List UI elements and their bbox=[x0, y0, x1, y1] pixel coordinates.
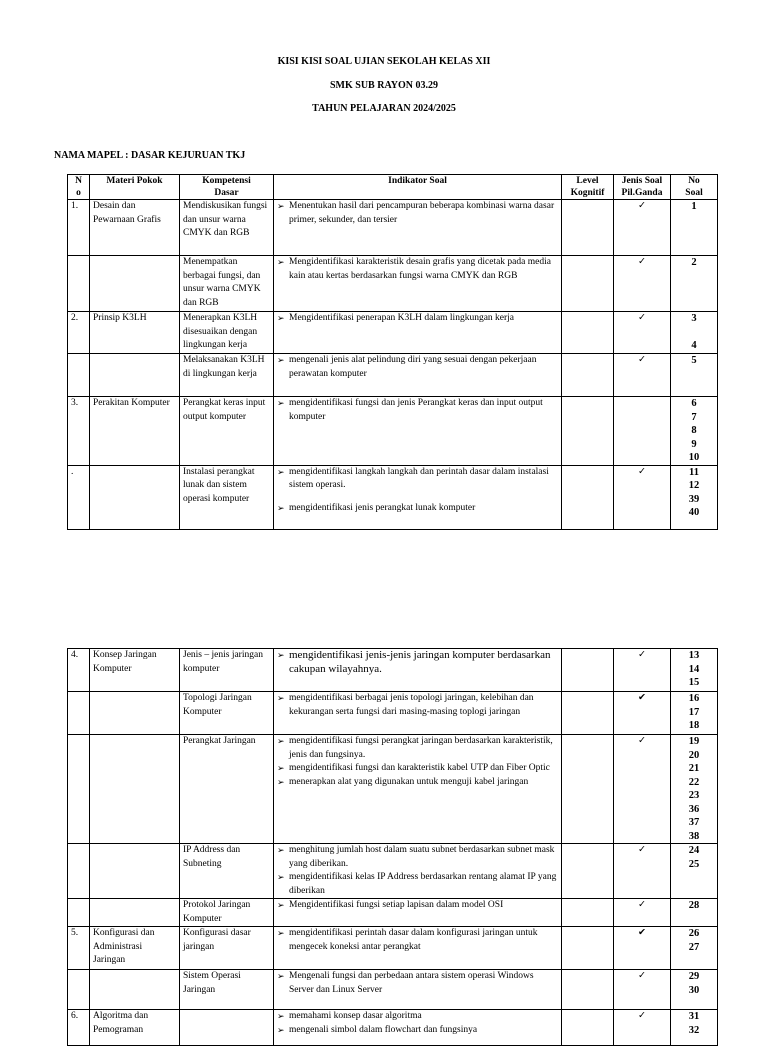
indikator-soal bbox=[274, 465, 562, 529]
table-row bbox=[68, 354, 718, 397]
level-kognitif bbox=[562, 735, 614, 844]
materi-pokok bbox=[90, 692, 180, 735]
jenis-soal bbox=[614, 200, 671, 256]
materi-pokok bbox=[90, 899, 180, 927]
row-number bbox=[68, 899, 90, 927]
check-mark-icon: ✓ bbox=[638, 313, 646, 323]
level-kognitif bbox=[562, 397, 614, 466]
table-row bbox=[68, 692, 718, 735]
indikator-soal bbox=[274, 735, 562, 844]
check-mark-icon: ✓ bbox=[638, 201, 646, 211]
nomor-soal bbox=[671, 397, 718, 466]
row-number: 4. bbox=[68, 649, 90, 692]
header-kompetensi: Kompetensi Dasar bbox=[180, 175, 274, 200]
table-row bbox=[68, 927, 718, 970]
table-row bbox=[68, 1010, 718, 1046]
soal-number: 10 bbox=[688, 452, 700, 463]
soal-number: 16 bbox=[688, 693, 700, 704]
indikator-item bbox=[277, 354, 558, 381]
check-mark-icon: ✓ bbox=[638, 257, 646, 267]
soal-number: 19 bbox=[688, 736, 700, 747]
kompetensi-dasar: Protokol Jaringan Komputer bbox=[180, 899, 274, 927]
materi-pokok bbox=[90, 970, 180, 1010]
soal-number: 4 bbox=[691, 340, 697, 351]
table-header-row bbox=[68, 175, 718, 200]
level-kognitif bbox=[562, 312, 614, 354]
level-kognitif bbox=[562, 970, 614, 1010]
indikator-text: Menentukan hasil dari pencampuran beberapa kombinasi warna dasar primer, sekunder, dan tersier bbox=[289, 201, 555, 225]
soal-number: 30 bbox=[688, 984, 700, 996]
indikator-item bbox=[277, 397, 558, 424]
row-number bbox=[68, 256, 90, 312]
indikator-item bbox=[277, 312, 558, 326]
table-row bbox=[68, 200, 718, 256]
indikator-text: mengidentifikasi kelas IP Address berdasarkan rentang alamat IP yang diberikan bbox=[289, 872, 557, 896]
indikator-text: Mengidentifikasi penerapan K3LH dalam lingkungan kerja bbox=[289, 313, 515, 323]
kompetensi-dasar: Sistem Operasi Jaringan bbox=[180, 970, 274, 1010]
school-name: SMK SUB RAYON 03.29 bbox=[330, 80, 438, 91]
table-row bbox=[68, 465, 718, 529]
check-mark-icon: ✓ bbox=[638, 650, 646, 660]
kompetensi-dasar: Instalasi perangkat lunak dan sistem operasi komputer bbox=[180, 465, 274, 529]
materi-pokok: Konsep Jaringan Komputer bbox=[90, 649, 180, 692]
kompetensi-dasar: Menerapkan K3LH disesuaikan dengan lingkungan kerja bbox=[180, 312, 274, 354]
arrow-bullet-icon: ➢ bbox=[277, 872, 285, 882]
kompetensi-dasar: Perangkat keras input output komputer bbox=[180, 397, 274, 466]
indikator-text: memahami konsep dasar algoritma bbox=[289, 1011, 422, 1021]
indikator-item bbox=[277, 762, 558, 776]
kisi-table-1 bbox=[67, 174, 718, 530]
arrow-bullet-icon: ➢ bbox=[277, 763, 285, 773]
materi-pokok bbox=[90, 465, 180, 529]
nomor-soal bbox=[671, 927, 718, 970]
kompetensi-dasar: Konfigurasi dasar jaringan bbox=[180, 927, 274, 970]
soal-number: 5 bbox=[691, 355, 697, 366]
kompetensi-dasar bbox=[180, 1010, 274, 1046]
row-number: 1. bbox=[68, 200, 90, 256]
kompetensi-dasar: Melaksanakan K3LH di lingkungan kerja bbox=[180, 354, 274, 397]
indikator-text: menghitung jumlah host dalam suatu subnet berdasarkan subnet mask yang diberikan. bbox=[289, 845, 555, 869]
jenis-soal bbox=[614, 649, 671, 692]
level-kognitif bbox=[562, 256, 614, 312]
indikator-text: mengidentifikasi fungsi dan karakteristik kabel UTP dan Fiber Optic bbox=[289, 763, 550, 773]
arrow-bullet-icon: ➢ bbox=[277, 971, 285, 981]
row-number bbox=[68, 844, 90, 899]
soal-number: 8 bbox=[691, 425, 697, 436]
indikator-item bbox=[277, 776, 558, 790]
indikator-text: Mengenali fungsi dan perbedaan antara sistem operasi Windows Server dan Linux Server bbox=[289, 971, 534, 995]
row-number bbox=[68, 692, 90, 735]
soal-number: 15 bbox=[688, 677, 700, 688]
kompetensi-dasar: Mendiskusikan fungsi dan unsur warna CMYK dan RGB bbox=[180, 200, 274, 256]
soal-number: 7 bbox=[691, 411, 697, 423]
indikator-item bbox=[277, 844, 558, 871]
materi-pokok: Prinsip K3LH bbox=[90, 312, 180, 354]
arrow-bullet-icon: ➢ bbox=[277, 502, 285, 513]
jenis-soal bbox=[614, 844, 671, 899]
arrow-bullet-icon: ➢ bbox=[277, 928, 285, 938]
arrow-bullet-icon: ➢ bbox=[277, 650, 285, 660]
level-kognitif bbox=[562, 354, 614, 397]
nomor-soal bbox=[671, 354, 718, 397]
table-row bbox=[68, 970, 718, 1010]
indikator-item bbox=[277, 735, 558, 762]
header-no: N o bbox=[68, 175, 90, 200]
indikator-soal bbox=[274, 927, 562, 970]
indikator-item bbox=[277, 466, 558, 493]
row-number bbox=[68, 354, 90, 397]
row-number: 3. bbox=[68, 397, 90, 466]
soal-number: 21 bbox=[688, 763, 700, 774]
soal-number: 38 bbox=[688, 830, 700, 842]
indikator-text: mengidentifikasi jenis perangkat lunak komputer bbox=[289, 502, 476, 513]
indikator-soal bbox=[274, 844, 562, 899]
kompetensi-dasar: Perangkat Jaringan bbox=[180, 735, 274, 844]
nomor-soal bbox=[671, 256, 718, 312]
row-number bbox=[68, 735, 90, 844]
indikator-item bbox=[277, 970, 558, 997]
indikator-soal bbox=[274, 649, 562, 692]
soal-number: 17 bbox=[688, 706, 700, 718]
soal-number: 14 bbox=[688, 663, 700, 675]
soal-number: 26 bbox=[688, 928, 700, 939]
indikator-soal bbox=[274, 200, 562, 256]
check-mark-icon: ✓ bbox=[638, 466, 646, 477]
indikator-soal bbox=[274, 256, 562, 312]
jenis-soal bbox=[614, 256, 671, 312]
row-number: 5. bbox=[68, 927, 90, 970]
indikator-text: mengidentifikasi jenis-jenis jaringan komputer berdasarkan cakupan wilayahnya. bbox=[289, 649, 551, 675]
header-nosoal: No Soal bbox=[671, 175, 718, 200]
header-jenis: Jenis Soal Pil.Ganda bbox=[614, 175, 671, 200]
indikator-text: mengidentifikasi berbagai jenis topologi jaringan, kelebihan dan kekurangan serta fungsi dari masing-masing toplogi jaringan bbox=[289, 693, 534, 717]
materi-pokok bbox=[90, 256, 180, 312]
table-row bbox=[68, 256, 718, 312]
level-kognitif bbox=[562, 692, 614, 735]
arrow-bullet-icon: ➢ bbox=[277, 1011, 285, 1021]
jenis-soal bbox=[614, 899, 671, 927]
indikator-item bbox=[277, 200, 558, 227]
jenis-soal bbox=[614, 735, 671, 844]
check-mark-icon: ✓ bbox=[638, 355, 646, 365]
indikator-text: Mengidentifikasi fungsi setiap lapisan dalam model OSI bbox=[289, 900, 504, 910]
indikator-item bbox=[277, 1024, 558, 1038]
indikator-item bbox=[277, 502, 558, 516]
soal-number: 1 bbox=[691, 201, 697, 212]
indikator-text: menerapkan alat yang digunakan untuk menguji kabel jaringan bbox=[289, 776, 529, 787]
indikator-text: mengidentifikasi langkah langkah dan perintah dasar dalam instalasi sistem operasi. bbox=[289, 466, 549, 490]
level-kognitif bbox=[562, 649, 614, 692]
table-row bbox=[68, 312, 718, 354]
arrow-bullet-icon: ➢ bbox=[277, 1024, 285, 1035]
indikator-soal bbox=[274, 1010, 562, 1046]
nomor-soal bbox=[671, 312, 718, 354]
soal-number: 13 bbox=[688, 650, 700, 661]
arrow-bullet-icon: ➢ bbox=[277, 693, 285, 703]
indikator-item bbox=[277, 899, 558, 913]
table-row bbox=[68, 397, 718, 466]
soal-number: 12 bbox=[688, 480, 700, 491]
soal-number: 9 bbox=[691, 438, 697, 450]
materi-pokok: Perakitan Komputer bbox=[90, 397, 180, 466]
jenis-soal bbox=[614, 465, 671, 529]
indikator-item bbox=[277, 871, 558, 898]
arrow-bullet-icon: ➢ bbox=[277, 736, 285, 746]
kisi-table-2 bbox=[67, 648, 718, 1046]
soal-number: 18 bbox=[688, 720, 700, 731]
soal-number: 2 bbox=[691, 257, 697, 268]
check-mark-icon: ✓ bbox=[638, 1011, 646, 1021]
jenis-soal bbox=[614, 927, 671, 970]
materi-pokok bbox=[90, 354, 180, 397]
jenis-soal bbox=[614, 397, 671, 466]
jenis-soal bbox=[614, 312, 671, 354]
row-number: . bbox=[68, 465, 90, 529]
soal-number: 39 bbox=[688, 493, 700, 505]
check-mark-icon: ✓ bbox=[638, 736, 646, 746]
nomor-soal bbox=[671, 465, 718, 529]
materi-pokok bbox=[90, 844, 180, 899]
arrow-bullet-icon: ➢ bbox=[277, 466, 285, 477]
soal-number: 29 bbox=[688, 971, 700, 982]
arrow-bullet-icon: ➢ bbox=[277, 900, 285, 910]
arrow-bullet-icon: ➢ bbox=[277, 776, 285, 787]
materi-pokok: Desain dan Pewarnaan Grafis bbox=[90, 200, 180, 256]
arrow-bullet-icon: ➢ bbox=[277, 355, 285, 365]
row-number: 2. bbox=[68, 312, 90, 354]
subject-name: NAMA MAPEL : DASAR KEJURUAN TKJ bbox=[54, 150, 246, 161]
indikator-item bbox=[277, 1010, 558, 1024]
kompetensi-dasar: Topologi Jaringan Komputer bbox=[180, 692, 274, 735]
arrow-bullet-icon: ➢ bbox=[277, 201, 285, 211]
indikator-soal bbox=[274, 312, 562, 354]
soal-number: 6 bbox=[691, 398, 697, 409]
soal-number: 24 bbox=[688, 845, 700, 856]
indikator-soal bbox=[274, 397, 562, 466]
indikator-soal bbox=[274, 354, 562, 397]
level-kognitif bbox=[562, 927, 614, 970]
soal-number: 40 bbox=[688, 507, 700, 518]
soal-number: 22 bbox=[688, 776, 700, 788]
kompetensi-dasar: Jenis – jenis jaringan komputer bbox=[180, 649, 274, 692]
check-mark-icon: ✔ bbox=[638, 693, 646, 703]
jenis-soal bbox=[614, 354, 671, 397]
jenis-soal bbox=[614, 1010, 671, 1046]
soal-number: 31 bbox=[688, 1011, 700, 1022]
soal-number: 36 bbox=[688, 803, 700, 815]
indikator-item bbox=[277, 927, 558, 954]
indikator-item bbox=[277, 256, 558, 283]
soal-number: 28 bbox=[688, 900, 700, 911]
soal-number: 27 bbox=[688, 941, 700, 953]
nomor-soal bbox=[671, 970, 718, 1010]
academic-year: TAHUN PELAJARAN 2024/2025 bbox=[312, 103, 456, 114]
soal-number: 32 bbox=[688, 1024, 700, 1036]
level-kognitif bbox=[562, 1010, 614, 1046]
soal-number: 11 bbox=[689, 466, 699, 478]
jenis-soal bbox=[614, 970, 671, 1010]
check-mark-icon: ✓ bbox=[638, 845, 646, 855]
indikator-text: mengenali simbol dalam flowchart dan fungsinya bbox=[289, 1024, 478, 1035]
nomor-soal bbox=[671, 899, 718, 927]
table-row bbox=[68, 899, 718, 927]
arrow-bullet-icon: ➢ bbox=[277, 845, 285, 855]
soal-number: 23 bbox=[688, 790, 700, 801]
kompetensi-dasar: Menempatkan berbagai fungsi, dan unsur warna CMYK dan RGB bbox=[180, 256, 274, 312]
indikator-text: mengidentifikasi perintah dasar dalam konfigurasi jaringan untuk mengecek koneksi antar perangkat bbox=[289, 928, 538, 952]
soal-number: 25 bbox=[688, 858, 700, 870]
check-mark-icon: ✓ bbox=[638, 971, 646, 981]
header-level: Level Kognitif bbox=[562, 175, 614, 200]
table-row bbox=[68, 649, 718, 692]
level-kognitif bbox=[562, 465, 614, 529]
document-title: KISI KISI SOAL UJIAN SEKOLAH KELAS XII bbox=[277, 56, 491, 67]
soal-number: 3 bbox=[691, 313, 697, 324]
header-materi: Materi Pokok bbox=[90, 175, 180, 200]
indikator-text: mengidentifikasi fungsi dan jenis Perangkat keras dan input output komputer bbox=[289, 398, 543, 422]
table-row bbox=[68, 735, 718, 844]
soal-number: 37 bbox=[688, 817, 700, 828]
indikator-soal bbox=[274, 970, 562, 1010]
soal-number: 20 bbox=[688, 749, 700, 761]
materi-pokok: Konfigurasi dan Administrasi Jaringan bbox=[90, 927, 180, 970]
level-kognitif bbox=[562, 200, 614, 256]
nomor-soal bbox=[671, 844, 718, 899]
nomor-soal bbox=[671, 1010, 718, 1046]
check-mark-icon: ✔ bbox=[638, 928, 646, 938]
indikator-soal bbox=[274, 899, 562, 927]
arrow-bullet-icon: ➢ bbox=[277, 398, 285, 408]
level-kognitif bbox=[562, 899, 614, 927]
materi-pokok bbox=[90, 735, 180, 844]
indikator-text: Mengidentifikasi karakteristik desain grafis yang dicetak pada media kain atau kertas berdasarkan fungsi warna CMYK dan RGB bbox=[289, 257, 551, 281]
arrow-bullet-icon: ➢ bbox=[277, 257, 285, 267]
indikator-text: mengenali jenis alat pelindung diri yang sesuai dengan pekerjaan perawatan komputer bbox=[289, 355, 537, 379]
nomor-soal bbox=[671, 735, 718, 844]
jenis-soal bbox=[614, 692, 671, 735]
row-number: 6. bbox=[68, 1010, 90, 1046]
header-indikator: Indikator Soal bbox=[274, 175, 562, 200]
soal-number bbox=[674, 326, 714, 340]
level-kognitif bbox=[562, 844, 614, 899]
nomor-soal bbox=[671, 692, 718, 735]
indikator-item bbox=[277, 649, 558, 676]
arrow-bullet-icon: ➢ bbox=[277, 313, 285, 323]
indikator-text: mengidentifikasi fungsi perangkat jaringan berdasarkan karakteristik, jenis dan fungsinya. bbox=[289, 736, 553, 760]
nomor-soal bbox=[671, 200, 718, 256]
row-number bbox=[68, 970, 90, 1010]
materi-pokok: Algoritma dan Pemograman bbox=[90, 1010, 180, 1046]
check-mark-icon: ✓ bbox=[638, 900, 646, 910]
indikator-soal bbox=[274, 692, 562, 735]
table-row bbox=[68, 844, 718, 899]
kompetensi-dasar: IP Address dan Subneting bbox=[180, 844, 274, 899]
nomor-soal bbox=[671, 649, 718, 692]
indikator-item bbox=[277, 692, 558, 719]
